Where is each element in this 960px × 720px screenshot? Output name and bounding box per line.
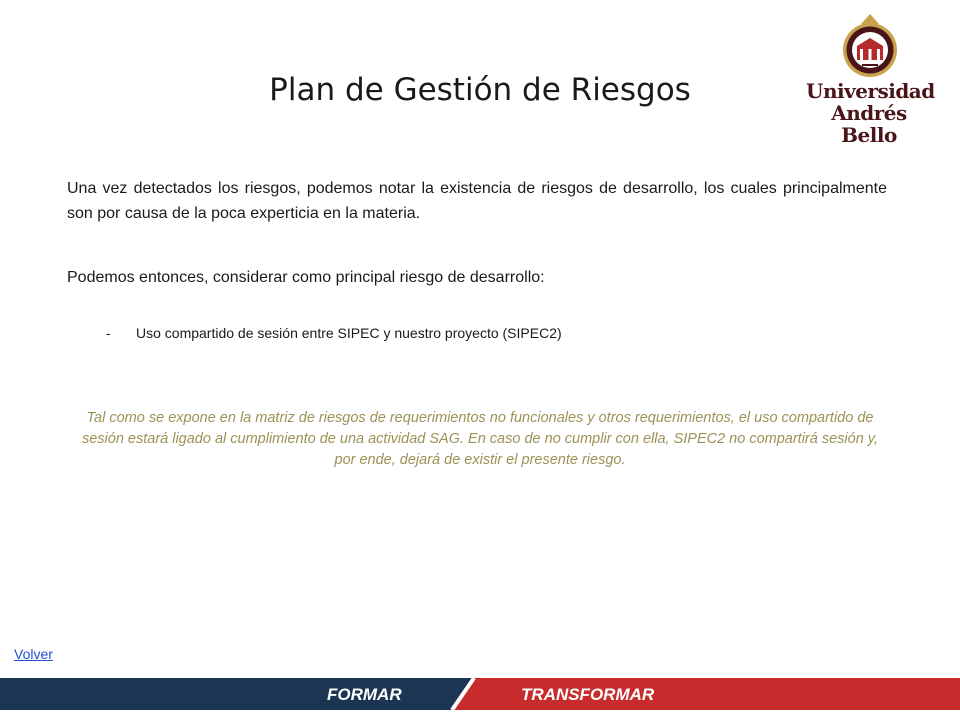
back-link[interactable]: Volver xyxy=(14,646,53,662)
footer-transformar-label: TRANSFORMAR xyxy=(521,685,655,704)
footer-formar-label: FORMAR xyxy=(327,685,402,704)
footer-navy-band xyxy=(0,678,474,710)
slide-title: Plan de Gestión de Riesgos xyxy=(269,72,691,108)
intro-paragraph: Una vez detectados los riesgos, podemos notar la existencia de riesgos de desarrollo, los cuales principalmente son por causa de la poca experticia en la materia. xyxy=(67,180,887,222)
risk-bullet-item xyxy=(106,325,562,341)
university-seal-icon xyxy=(840,12,900,80)
university-logo xyxy=(806,8,935,147)
risk-note: Tal como se expone en la matriz de riesgos de requerimientos no funcionales y otros requerimientos, el uso compartido de sesión estará ligado al cumplimiento de una actividad SAG. En caso de no cumplir con ella, SIPEC2 no compartirá sesión y, por ende, dejará de existir el presente riesgo. xyxy=(81,410,879,468)
logo-text-line1: Universidad xyxy=(806,79,935,103)
bullet-text: Uso compartido de sesión entre SIPEC y nuestro proyecto (SIPEC2) xyxy=(136,325,562,341)
lead-paragraph: Podemos entonces, considerar como principal riesgo de desarrollo: xyxy=(67,269,545,286)
bullet-marker: - xyxy=(106,325,111,341)
logo-text-line2: Andrés Bello xyxy=(831,101,907,147)
footer-banner xyxy=(0,678,960,710)
